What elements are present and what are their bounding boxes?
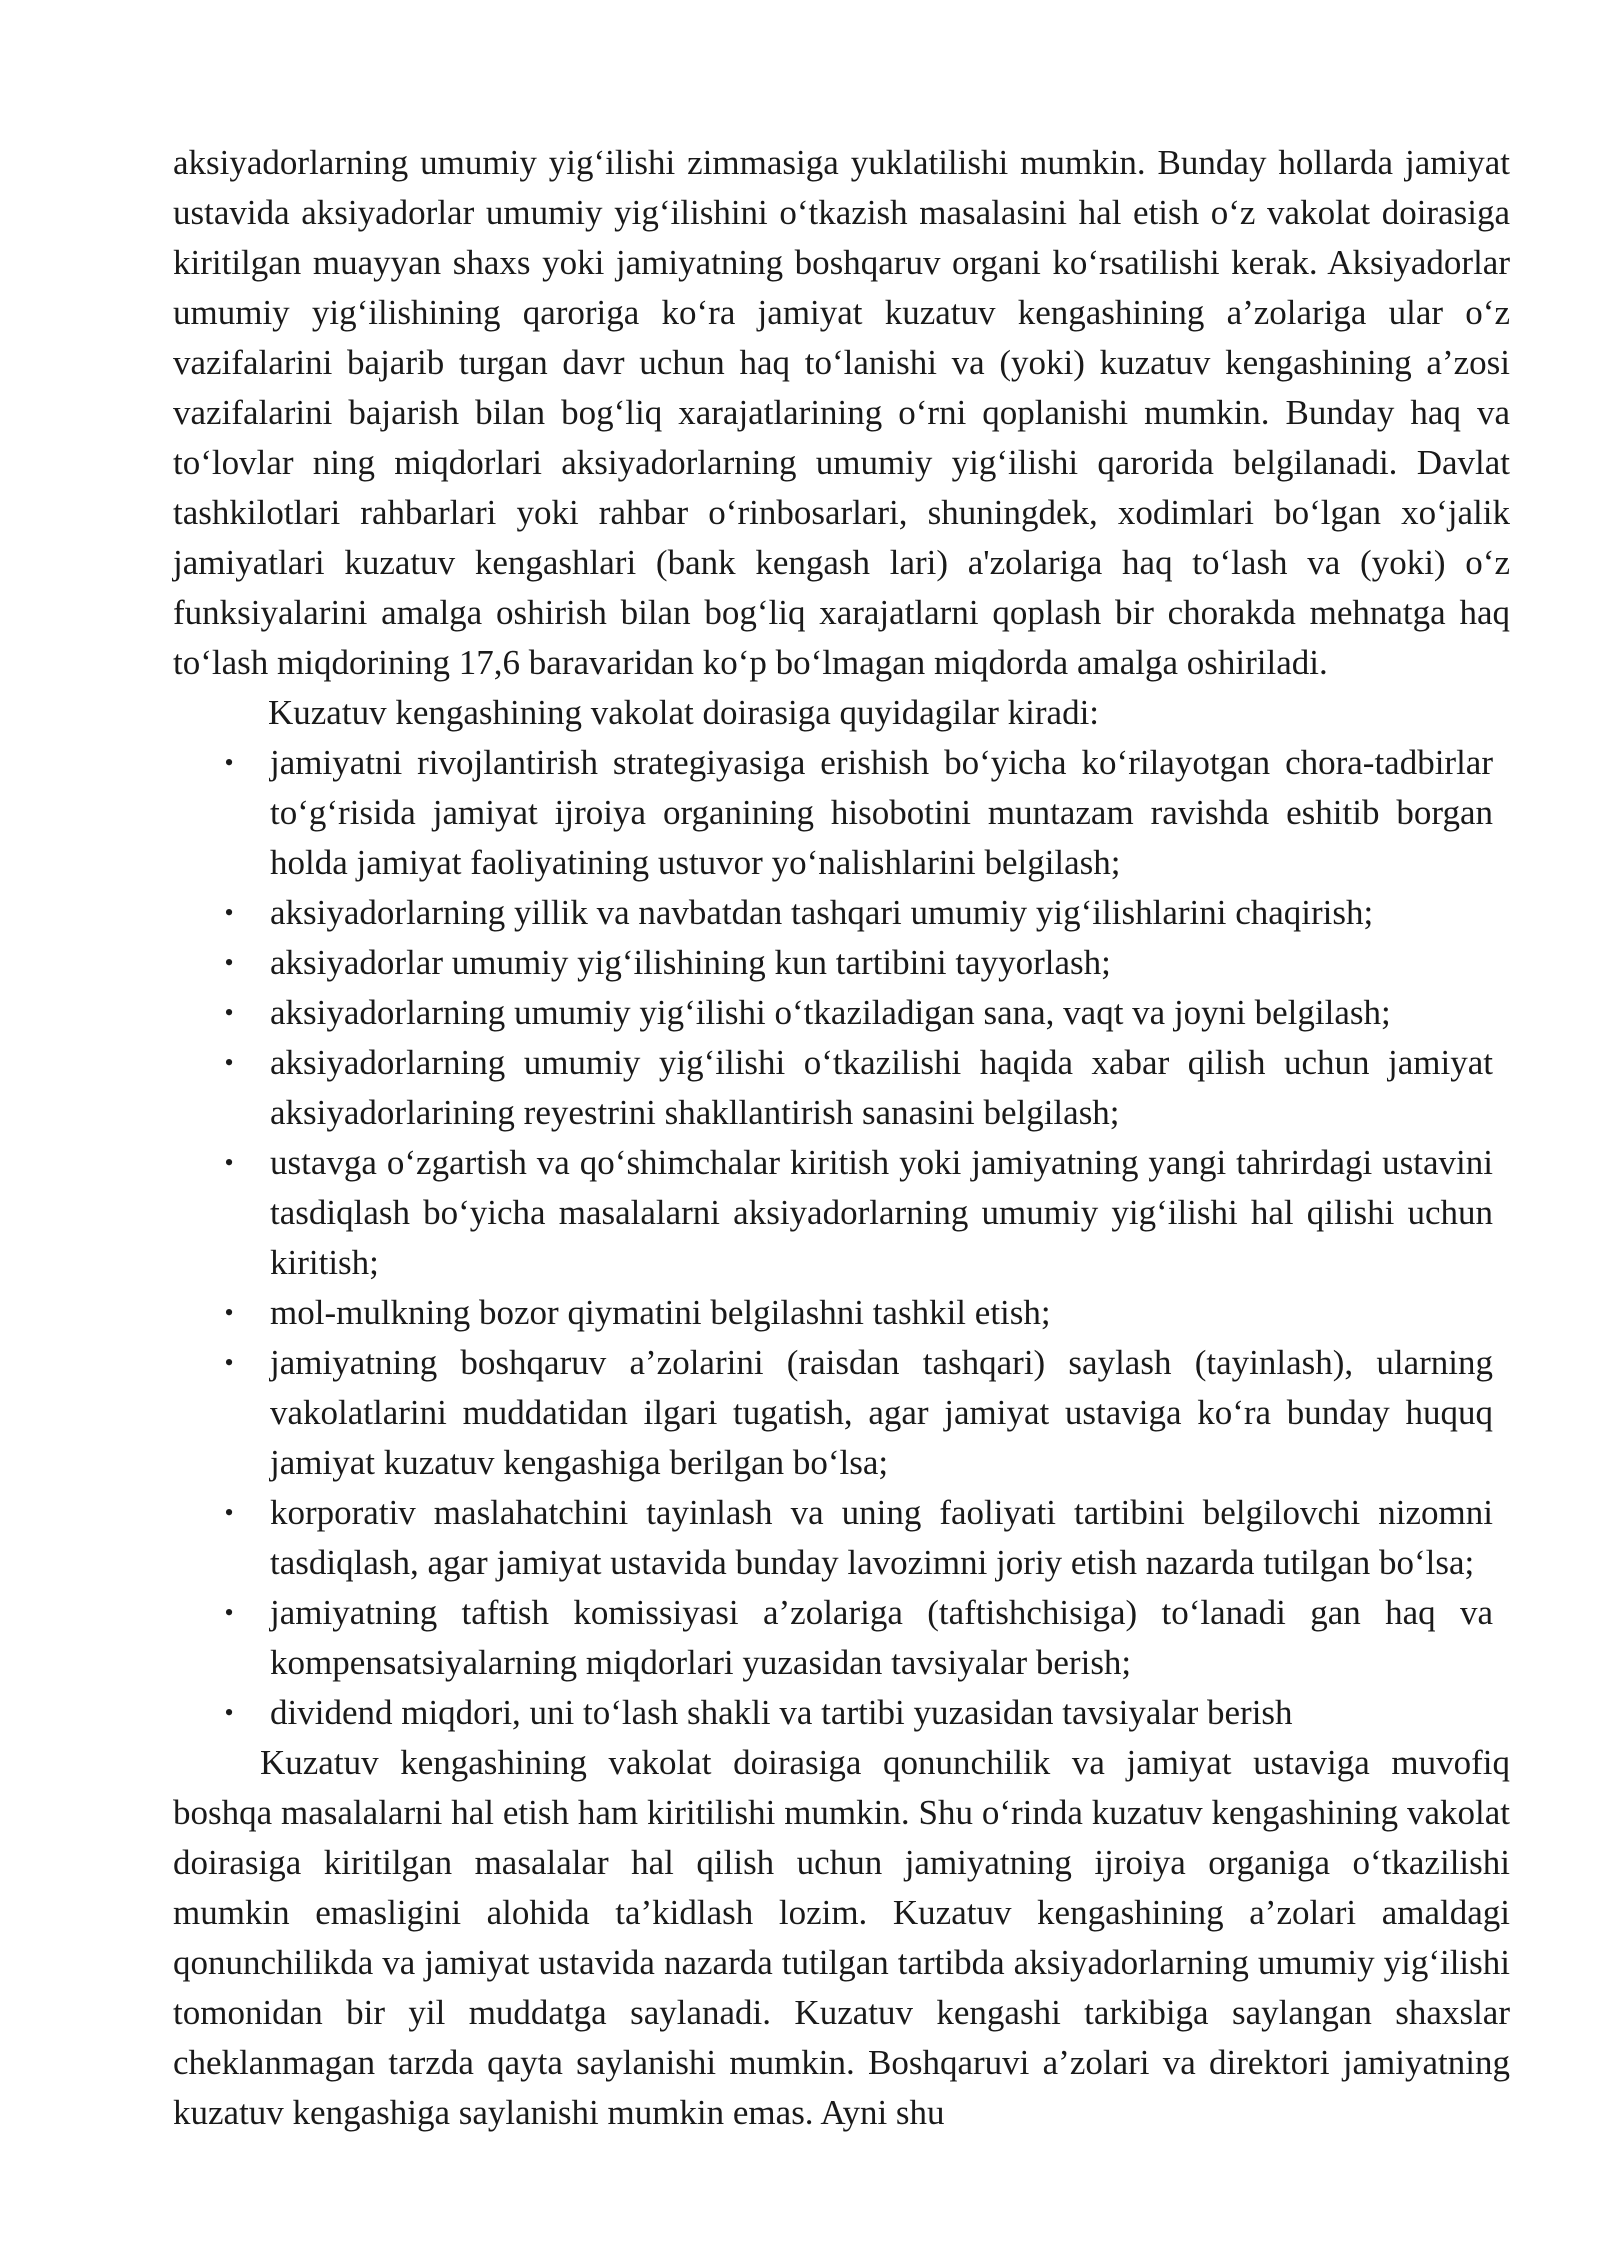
list-item-text: aksiyadorlarning umumiy yig‘ilishi o‘tkazilishi haqida xabar qilish uchun jamiyat aksiyadorlarining reyestrini shakllantirish sanasini belgilash;	[270, 1043, 1493, 1132]
bullet-icon: •	[224, 1698, 234, 1727]
list-item	[224, 1588, 1493, 1688]
bullet-list	[173, 738, 1510, 1738]
list-item	[224, 1338, 1493, 1488]
bullet-icon: •	[224, 1298, 234, 1327]
bullet-icon: •	[224, 948, 234, 977]
list-item-text: dividend miqdori, uni to‘lash shakli va tartibi yuzasidan tavsiyalar berish	[270, 1693, 1293, 1732]
list-item-text: jamiyatning boshqaruv a’zolarini (raisdan tashqari) saylash (tayinlash), ularning vakolatlarini muddatidan ilgari tugatish, agar jamiyat ustaviga ko‘ra bunday huquq jamiyat kuzatuv kengashiga berilgan bo‘lsa;	[270, 1343, 1493, 1482]
bullet-icon: •	[224, 748, 234, 777]
list-item	[224, 1488, 1493, 1588]
list-item	[224, 938, 1493, 988]
bullet-icon: •	[224, 1348, 234, 1377]
list-item	[224, 1138, 1493, 1288]
list-item-text: jamiyatni rivojlantirish strategiyasiga erishish bo‘yicha ko‘rilayotgan chora-tadbirlar to‘g‘risida jamiyat ijroiya organining hisobotini muntazam ravishda eshitib borgan holda jamiyat faoliyatining ustuvor yo‘nalishlarini belgilash;	[270, 743, 1493, 882]
paragraph-2: Kuzatuv kengashining vakolat doirasiga quyidagilar kiradi:	[268, 693, 1100, 732]
bullet-icon: •	[224, 1148, 234, 1177]
list-item	[224, 738, 1493, 888]
bullet-icon: •	[224, 898, 234, 927]
list-item-text: korporativ maslahatchini tayinlash va uning faoliyati tartibini belgilovchi nizomni tasdiqlash, agar jamiyat ustavida bunday lavozimni joriy etish nazarda tutilgan bo‘lsa;	[270, 1493, 1493, 1582]
list-item-text: mol-mulkning bozor qiymatini belgilashni tashkil etish;	[270, 1293, 1051, 1332]
list-item	[224, 888, 1493, 938]
list-item-text: aksiyadorlarning yillik va navbatdan tashqari umumiy yig‘ilishlarini chaqirish;	[270, 893, 1374, 932]
bullet-icon: •	[224, 998, 234, 1027]
bullet-icon: •	[224, 1598, 234, 1627]
bullet-icon: •	[224, 1048, 234, 1077]
list-item-text: jamiyatning taftish komissiyasi a’zolariga (taftishchisiga) to‘lanadi gan haq va kompensatsiyalarning miqdorlari yuzasidan tavsiyalar berish;	[270, 1593, 1493, 1682]
list-item	[224, 1288, 1493, 1338]
list-item-text: aksiyadorlarning umumiy yig‘ilishi o‘tkaziladigan sana, vaqt va joyni belgilash;	[270, 993, 1391, 1032]
list-item-text: ustavga o‘zgartish va qo‘shimchalar kiritish yoki jamiyatning yangi tahrirdagi ustavini tasdiqlash bo‘yicha masalalarni aksiyadorlarning umumiy yig‘ilishi hal qilishi uchun kiritish;	[270, 1143, 1493, 1282]
list-item-text: aksiyadorlar umumiy yig‘ilishining kun tartibini tayyorlash;	[270, 943, 1111, 982]
list-item	[224, 988, 1493, 1038]
paragraph-1: aksiyadorlarning umumiy yig‘ilishi zimmasiga yuklatilishi mumkin. Bunday hollarda jamiyat ustavida aksiyadorlar umumiy yig‘ilishini o‘tkazish masalasini hal etish o‘z vakolat doirasiga kiritilgan muayyan shaxs yoki jamiyatning boshqaruv organi ko‘rsatilishi kerak. Aksiyadorlar umumiy yig‘ilishining qaroriga ko‘ra jamiyat kuzatuv kengashining a’zolariga ular o‘z vazifalarini bajarib turgan davr uchun haq to‘lanishi va (yoki) kuzatuv kengashining a’zosi vazifalarini bajarish bilan bog‘liq xarajatlarining o‘rni qoplanishi mumkin. Bunday haq va to‘lovlar ning miqdorlari aksiyadorlarning umumiy yig‘ilishi qarorida belgilanadi. Davlat tashkilotlari rahbarlari yoki rahbar o‘rinbosarlari, shuningdek, xodimlari bo‘lgan xo‘jalik jamiyatlari kuzatuv kengashlari (bank kengash lari) a'zolariga haq to‘lash va (yoki) o‘z funksiyalarini amalga oshirish bilan bog‘liq xarajatlarni qoplash bir chorakda mehnatga haq to‘lash miqdorining 17,6 baravaridan ko‘p bo‘lmagan miqdorda amalga oshiriladi.	[173, 143, 1510, 682]
document-page	[173, 138, 1510, 2138]
list-item	[224, 1038, 1493, 1138]
bullet-icon: •	[224, 1498, 234, 1527]
paragraph-3: Kuzatuv kengashining vakolat doirasiga qonunchilik va jamiyat ustaviga muvofiq boshqa masalalarni hal etish ham kiritilishi mumkin. Shu o‘rinda kuzatuv kengashining vakolat doirasiga kiritilgan masalalar hal qilish uchun jamiyatning ijroiya organiga o‘tkazilishi mumkin emasligini alohida ta’kidlash lozim. Kuzatuv kengashining a’zolari amaldagi qonunchilikda va jamiyat ustavida nazarda tutilgan tartibda aksiyadorlarning umumiy yig‘ilishi tomonidan bir yil muddatga saylanadi. Kuzatuv kengashi tarkibiga saylangan shaxslar cheklanmagan tarzda qayta saylanishi mumkin. Boshqaruvi a’zolari va direktori jamiyatning kuzatuv kengashiga saylanishi mumkin emas. Ayni shu	[173, 1743, 1510, 2132]
list-item	[224, 1688, 1493, 1738]
